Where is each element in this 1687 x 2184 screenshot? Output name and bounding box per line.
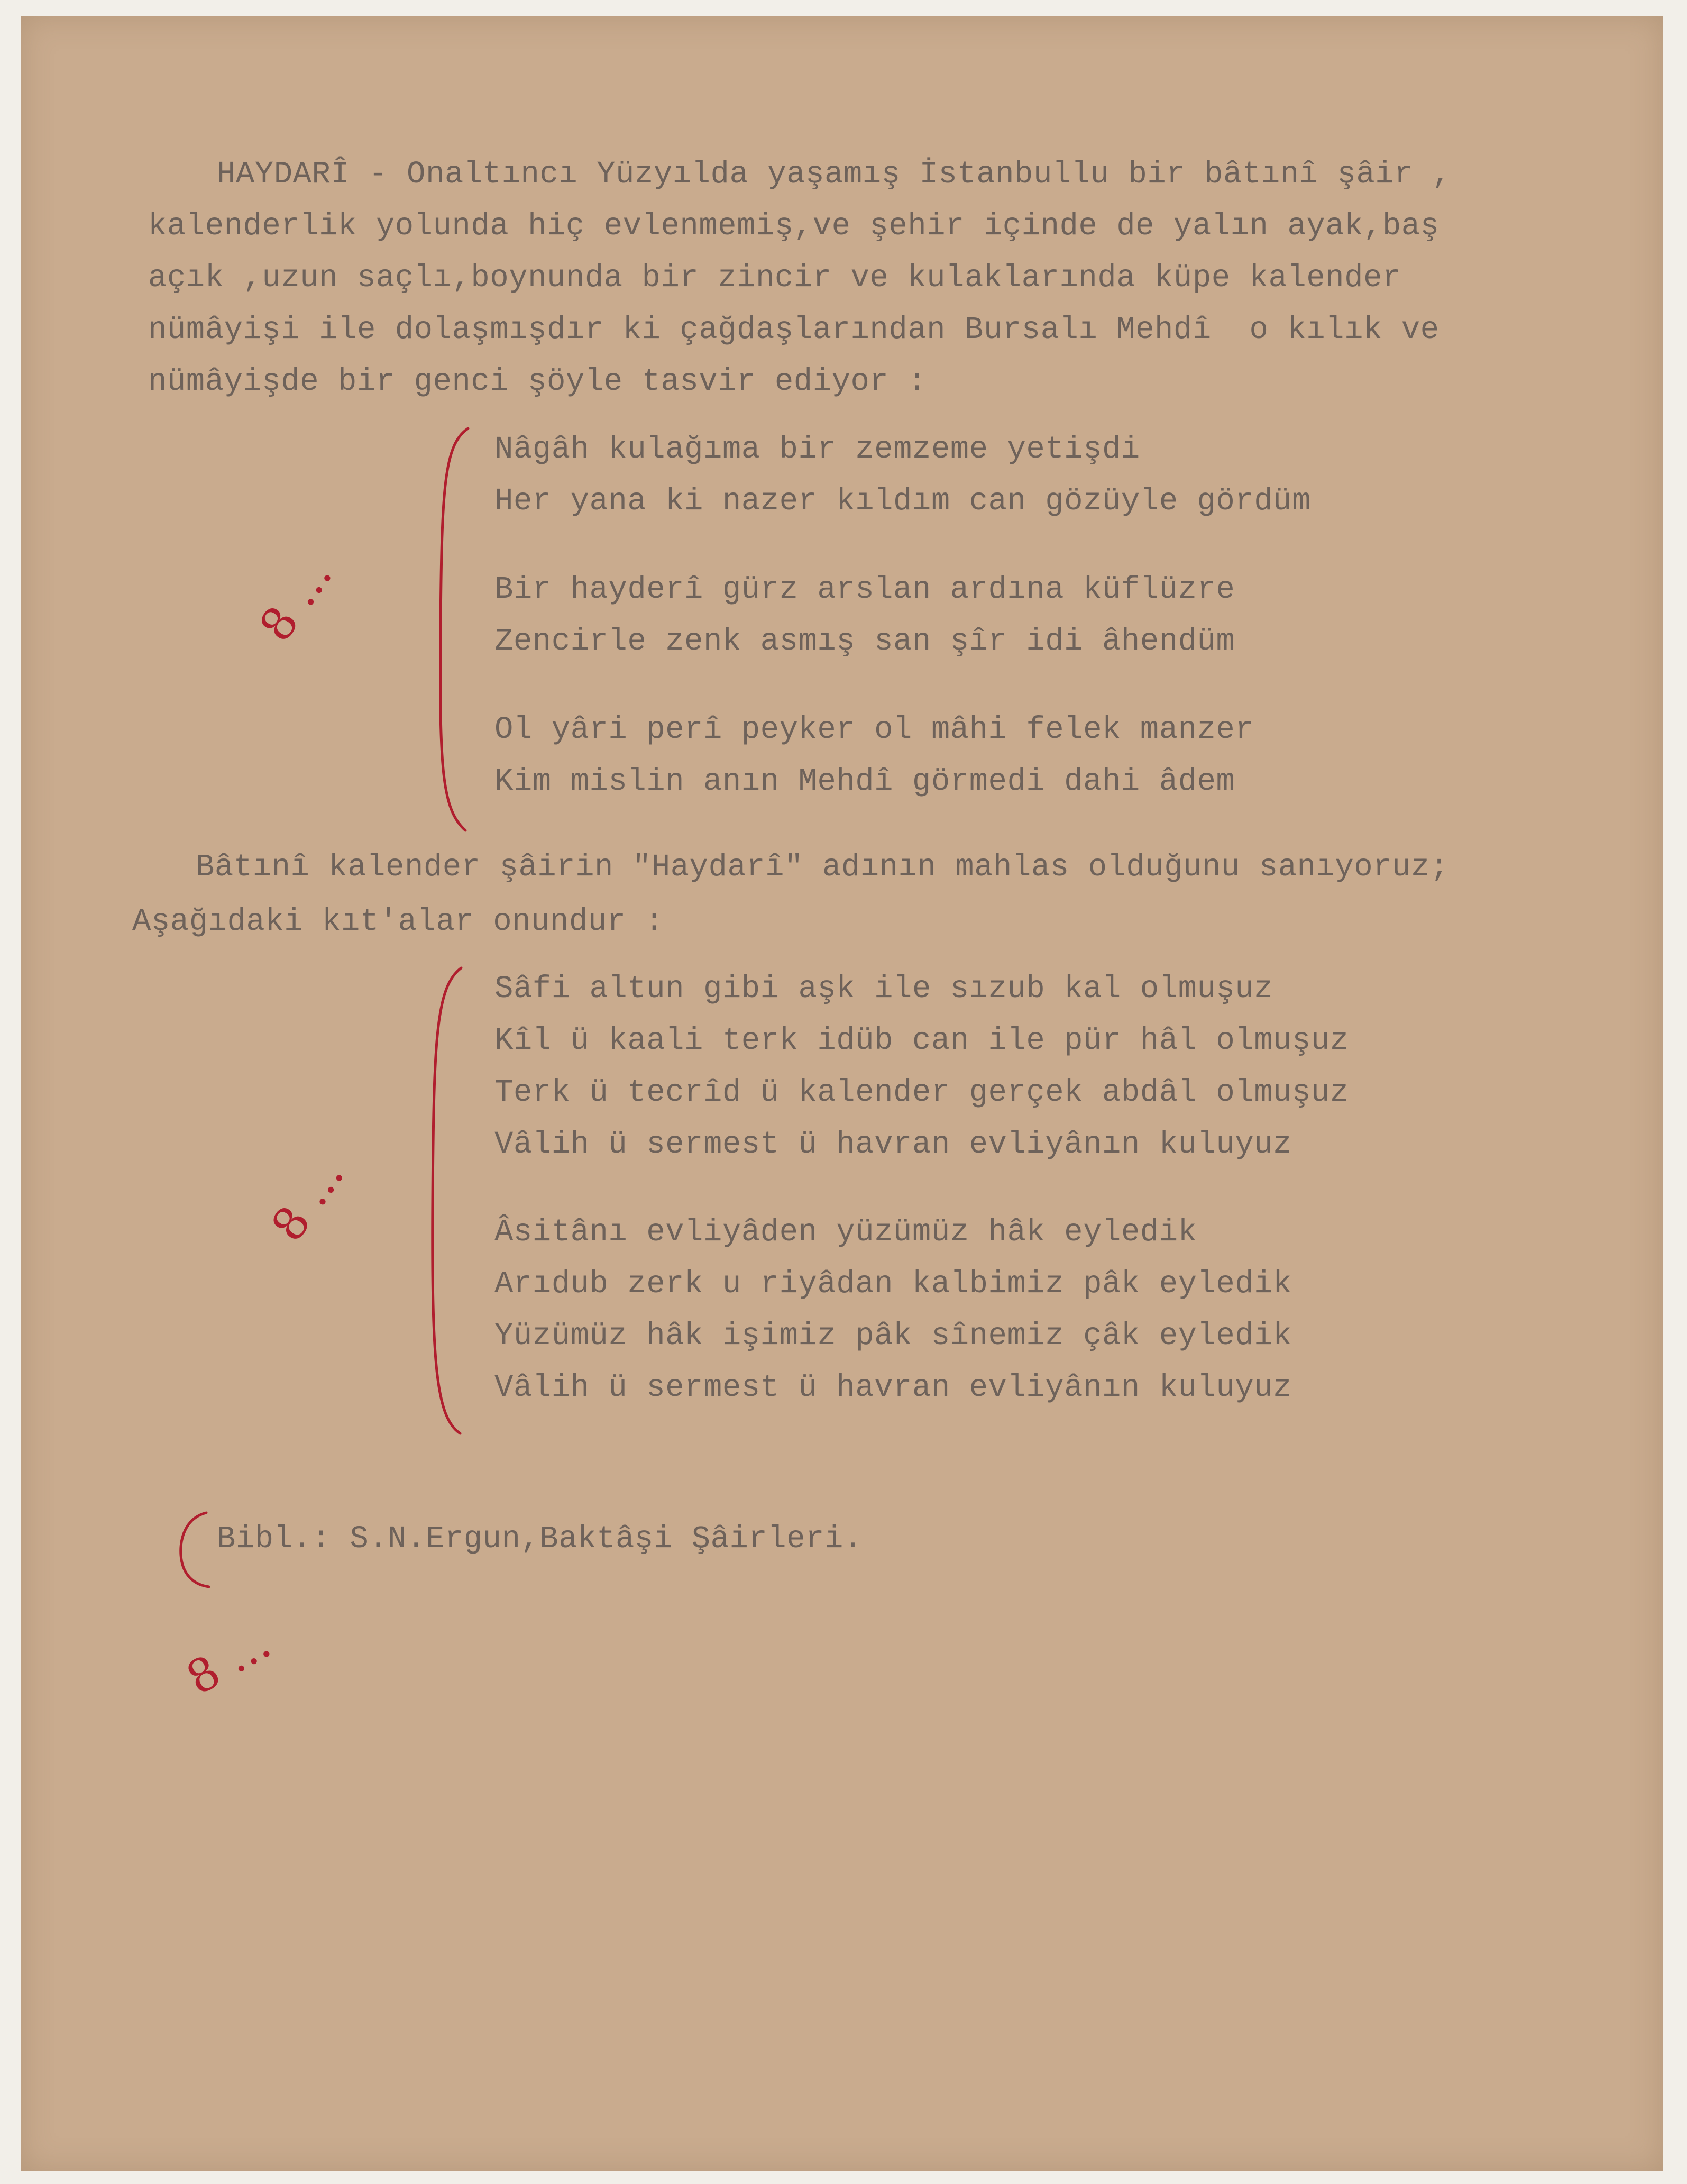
poem2-line-3: Terk ü tecrîd ü kalender gerçek abdâl olmuşuz	[494, 1075, 1349, 1110]
poem1-line-3: Bir hayderî gürz arslan ardına küflüzre	[494, 572, 1235, 607]
paragraph2-line-2: Aşağıdaki kıt'alar onundur :	[132, 904, 664, 939]
poem2-line-8: Vâlih ü sermest ü havran evliyânın kuluyuz	[494, 1370, 1292, 1405]
svg-text:8 ...: 8 ...	[261, 1149, 355, 1251]
paragraph2-line-1: Bâtınî kalender şâirin "Haydarî" adının mahlas olduğunu sanıyoruz;	[196, 849, 1449, 885]
paragraph1-line-4: nümâyişi ile dolaşmışdır ki çağdaşlarından Bursalı Mehdî o kılık ve	[148, 312, 1440, 348]
bibliography: Bibl.: S.N.Ergun,Baktâşi Şâirleri.	[217, 1521, 863, 1557]
bibliography-bracket	[164, 1507, 217, 1592]
svg-text:8 ...: 8 ...	[249, 550, 343, 651]
poem2-line-4: Vâlih ü sermest ü havran evliyânın kuluyuz	[494, 1127, 1292, 1162]
paragraph1-line-5: nümâyişde bir genci şöyle tasvir ediyor :	[148, 364, 927, 399]
poem1-line-4: Zencirle zenk asmış san şîr idi âhendüm	[494, 624, 1235, 659]
paragraph1-line-1: HAYDARÎ - Onaltıncı Yüzyılda yaşamış İstanbullu bir bâtınî şâir ,	[217, 157, 1451, 192]
document-page	[21, 16, 1663, 2171]
handwritten-note-1	[249, 550, 360, 651]
handwritten-note-3	[178, 1608, 296, 1706]
poem2-bracket	[412, 963, 471, 1439]
svg-text:8 ...: 8 ...	[178, 1616, 280, 1706]
paragraph1-line-3: açık ,uzun saçlı,boynunda bir zincir ve kulaklarında küpe kalender	[148, 260, 1401, 296]
poem1-line-5: Ol yâri perî peyker ol mâhi felek manzer	[494, 712, 1254, 747]
poem2-line-6: Arıdub zerk u riyâdan kalbimiz pâk eyledik	[494, 1266, 1292, 1302]
paragraph1-line-2: kalenderlik yolunda hiç evlenmemiş,ve şehir içinde de yalın ayak,baş	[148, 208, 1440, 244]
poem2-line-1: Sâfi altun gibi aşk ile sızub kal olmuşuz	[494, 971, 1273, 1007]
handwritten-note-2	[254, 1137, 381, 1264]
poem1-line-2: Her yana ki nazer kıldım can gözüyle gördüm	[494, 483, 1311, 519]
poem1-bracket	[420, 423, 479, 836]
poem2-line-5: Âsitânı evliyâden yüzümüz hâk eyledik	[494, 1214, 1197, 1250]
poem1-line-1: Nâgâh kulağıma bir zemzeme yetişdi	[494, 432, 1140, 467]
poem1-line-6: Kim mislin anın Mehdî görmedi dahi âdem	[494, 764, 1235, 799]
poem2-line-2: Kîl ü kaali terk idüb can ile pür hâl olmuşuz	[494, 1023, 1349, 1058]
poem2-line-7: Yüzümüz hâk işimiz pâk sînemiz çâk eyledik	[494, 1318, 1292, 1354]
